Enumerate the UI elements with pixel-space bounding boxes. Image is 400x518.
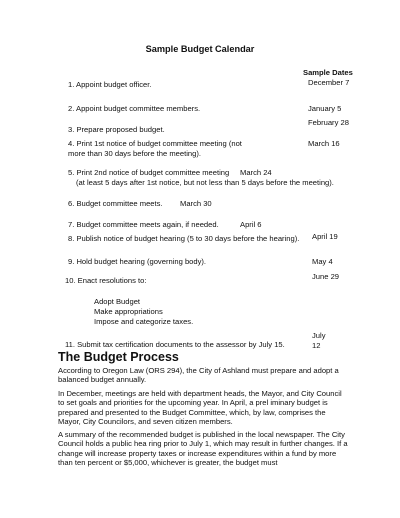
calendar-item-10: 10. Enact resolutions to: <box>65 276 147 285</box>
paragraph-oregon-law: According to Oregon Law (ORS 294), the City of Ashland must prepare and adopt a balanced budget annually. <box>58 366 339 385</box>
document-title: Sample Budget Calendar <box>145 44 255 54</box>
calendar-date-7: April 6 <box>240 220 262 229</box>
calendar-date-10: June 29 <box>312 272 340 281</box>
budget-process-heading: The Budget Process <box>58 350 179 364</box>
paragraph-budget-summary: A summary of the recommended budget is published in the local newspaper. The City Council holds a public hea ring prior to July 1, which may result in further changes. If a change will increase property taxes or increase expenditures within a fund by more than ten percent or $5,000, whichever is greater, the budget must <box>58 430 348 467</box>
calendar-item-2: 2. Appoint budget committee members. <box>68 104 201 113</box>
paragraph-december-meetings: In December, meetings are held with department heads, the Mayor, and City Council to set goals and priorities for the upcoming year. In April, a prel iminary budget is prepared and presented to the Budget Committee, which, by law, comprises the Mayor, City Councilors, and seven citizen members. <box>58 389 342 426</box>
calendar-item-7: 7. Budget committee meets again, if needed. <box>68 220 219 229</box>
calendar-item-4: 4. Print 1st notice of budget committee meeting (not more than 30 days before the meeting). <box>68 139 242 158</box>
calendar-item-1: 1. Appoint budget officer. <box>68 80 152 89</box>
calendar-date-8: April 19 <box>312 232 338 241</box>
calendar-date-5: March 24 <box>240 168 272 177</box>
calendar-item-11: 11. Submit tax certification documents to the assessor by July 15. <box>65 340 285 349</box>
resolution-item-adopt: Adopt Budget <box>94 297 141 306</box>
resolution-item-taxes: Impose and categorize taxes. <box>94 317 194 326</box>
calendar-item-8: 8. Publish notice of budget hearing (5 to 30 days before the hearing). <box>68 234 300 243</box>
calendar-item-3: 3. Prepare proposed budget. <box>68 125 165 134</box>
calendar-item-9: 9. Hold budget hearing (governing body). <box>68 257 207 266</box>
calendar-date-11: July 12 <box>312 331 326 350</box>
sample-dates-header: Sample Dates <box>303 68 353 77</box>
resolution-item-appropriations: Make appropriations <box>94 307 163 316</box>
calendar-date-4: March 16 <box>308 139 340 148</box>
calendar-date-6: March 30 <box>180 199 212 208</box>
calendar-date-1: December 7 <box>308 78 350 87</box>
calendar-item-6: 6. Budget committee meets. <box>68 199 163 208</box>
calendar-item-5-note: (at least 5 days after 1st notice, but not less than 5 days before the meeting). <box>76 178 334 187</box>
calendar-date-3: February 28 <box>308 118 349 127</box>
calendar-item-5: 5. Print 2nd notice of budget committee meeting <box>68 168 230 177</box>
calendar-date-9: May 4 <box>312 257 333 266</box>
calendar-date-2: January 5 <box>308 104 342 113</box>
